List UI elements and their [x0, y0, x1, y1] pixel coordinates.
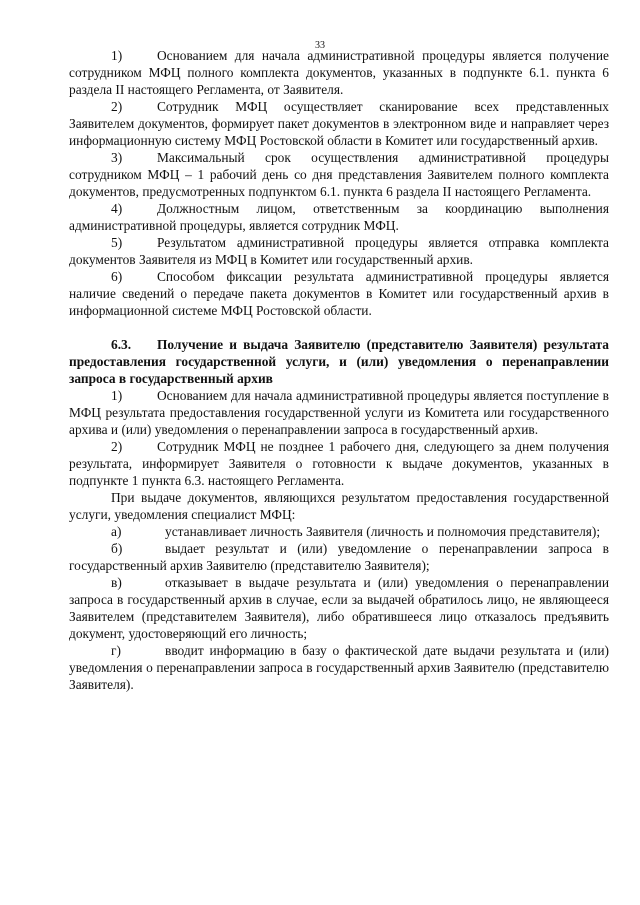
sub-list-item: б) выдает результат и (или) уведомление о перенаправлении запроса в государственный архив Заявителю (представителю Заявителя); — [69, 541, 609, 573]
list-item: 2) Сотрудник МФЦ не позднее 1 рабочего дня, следующего за днем получения результата, информирует Заявителя о готовности к выдаче документов, указанных в подпункте 1 пункта 6.3. настоящего Регламента. — [69, 439, 609, 488]
list-item: 3) Максимальный срок осуществления административной процедуры сотрудником МФЦ – 1 рабочий день со дня представления Заявителем полного комплекта документов, предусмотренных подпунктом 6.1. пункта 6 раздела II настоящего Регламента. — [69, 150, 609, 199]
list-item: 4) Должностным лицом, ответственным за координацию выполнения административной процедуры, является сотрудник МФЦ. — [69, 201, 609, 233]
spacer — [69, 319, 609, 336]
intro-paragraph: При выдаче документов, являющихся результатом предоставления государственной услуги, уведомления специалист МФЦ: — [69, 490, 609, 522]
list-item: 1) Основанием для начала административной процедуры является получение сотрудником МФЦ полного комплекта документов, указанных в подпункте 6.1. пункта 6 раздела II настоящего Регламента, от Заявителя. — [69, 48, 609, 97]
sub-list-item: г) вводит информацию в базу о фактической дате выдачи результата и (или) уведомления о перенаправлении запроса в государственный архив Заявителю (представителю Заявителя). — [69, 643, 609, 692]
page-number: 33 — [315, 40, 325, 51]
list-item: 1) Основанием для начала административной процедуры является поступление в МФЦ результата предоставления государственной услуги из Комитета или государственного архива и (или) уведомления о перенаправлении запроса в государственный архив. — [69, 388, 609, 437]
sub-list-item: в) отказывает в выдаче результата и (или) уведомления о перенаправлении запроса в государственный архив в случае, если за выдачей обратилось лицо, не являющееся Заявителем (представителем Заявителя), либо обратившееся лицо отказалось предъявить документ, удостоверяющий его личность; — [69, 575, 609, 641]
list-item: 6) Способом фиксации результата административной процедуры является наличие сведений о передаче пакета документов в Комитет или государственный архив в информационной системе МФЦ Ростовской области. — [69, 269, 609, 318]
list-item: 2) Сотрудник МФЦ осуществляет сканирование всех представленных Заявителем документов, формирует пакет документов в электронном виде и направляет через информационную систему МФЦ Ростовской области в Комитет или государственный архив. — [69, 99, 609, 148]
list-item: 5) Результатом административной процедуры является отправка комплекта документов Заявителя из МФЦ в Комитет или государственный архив. — [69, 235, 609, 267]
section-heading: 6.3. Получение и выдача Заявителю (представителю Заявителя) результата предоставления государственной услуги, и (или) уведомления о перенаправлении запроса в государственный архив — [69, 337, 609, 386]
page-content — [69, 47, 609, 693]
sub-list-item: а) устанавливает личность Заявителя (личность и полномочия представителя); — [111, 524, 601, 539]
